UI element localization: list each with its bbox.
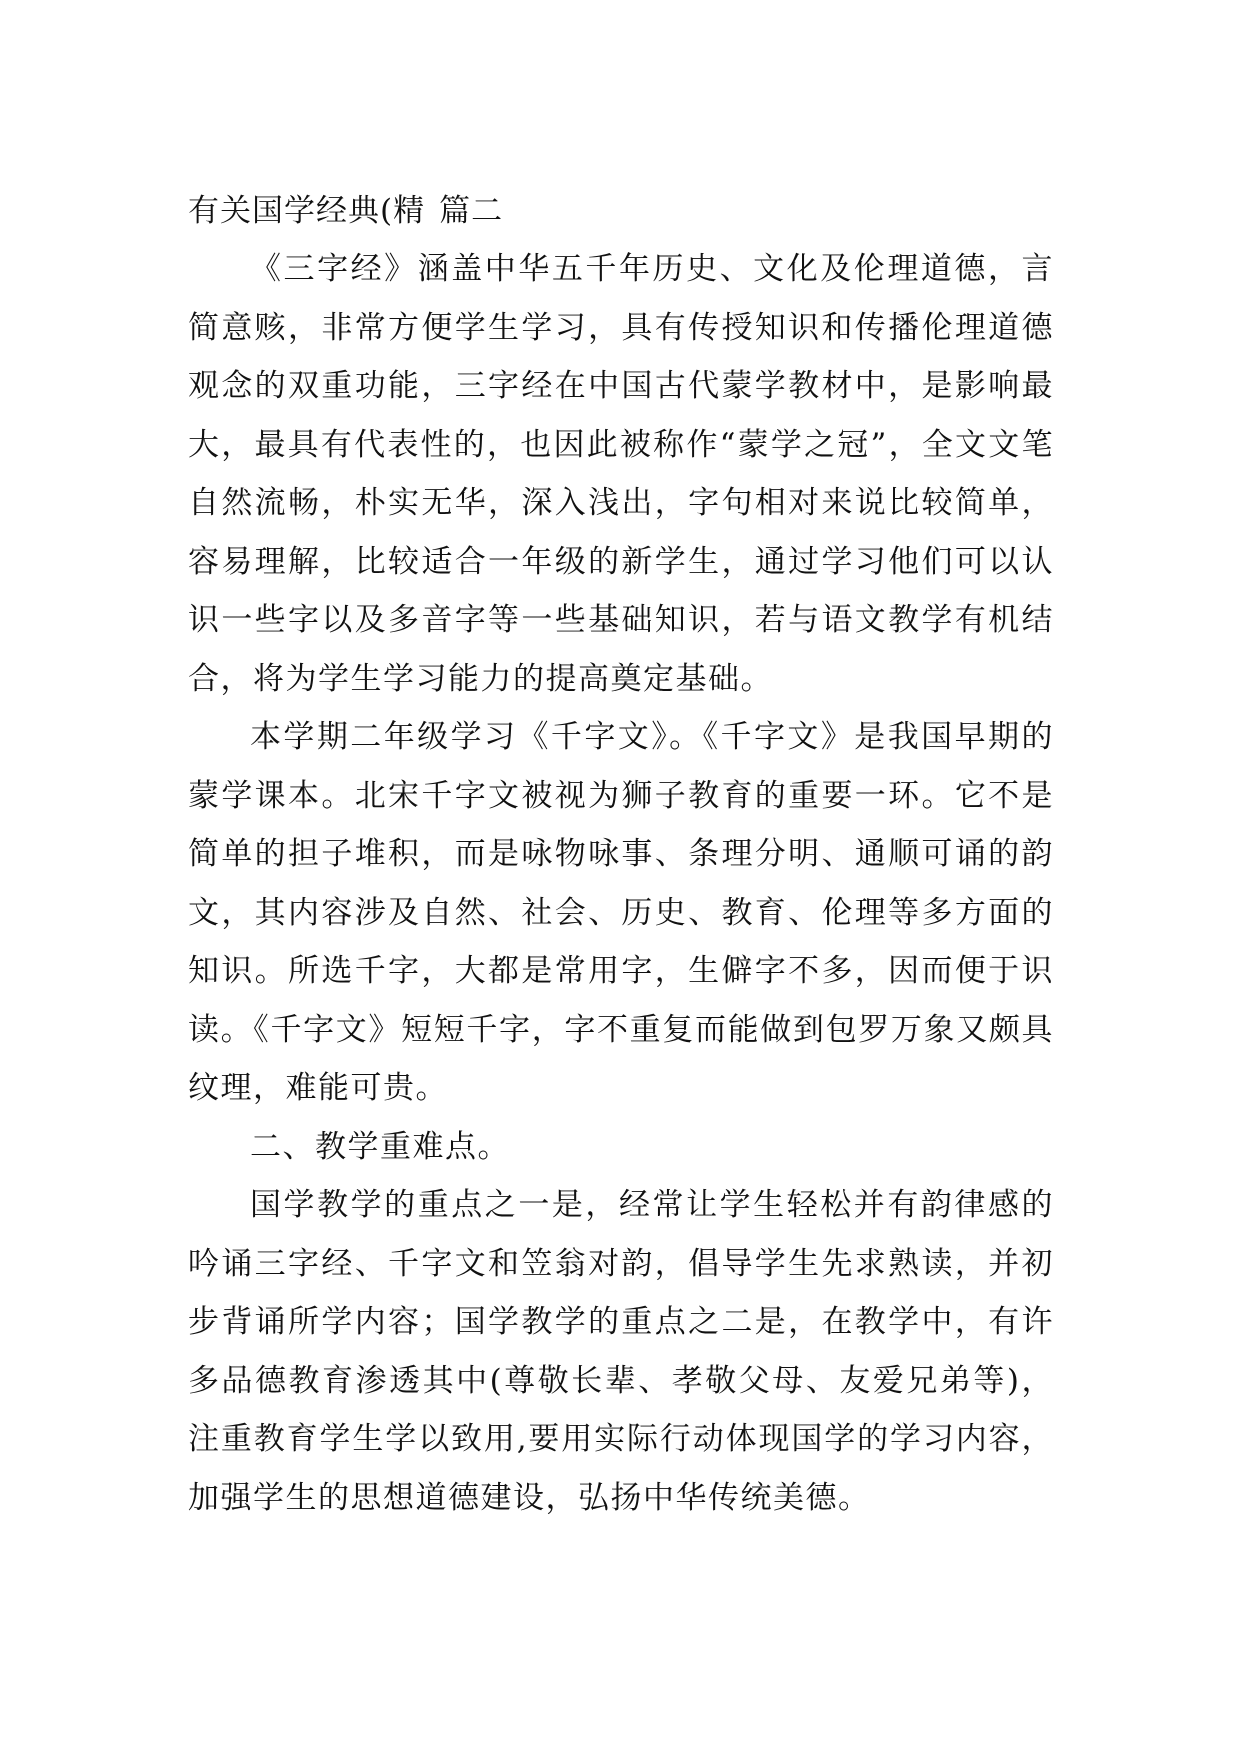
section-heading-key-points: 二、教学重难点。 xyxy=(250,1128,510,1165)
document-title xyxy=(188,182,1054,240)
paragraph-sanzijing: 《三字经》涵盖中华五千年历史、文化及伦理道德，言简意赅，非常方便学生学习，具有传授知识和传播伦理道德观念的双重功能，三字经在中国古代蒙学教材中，是影响最大，最具有代表性的，也因此被称作“蒙学之冠”，全文文笔自然流畅，朴实无华，深入浅出，字句相对来说比较简单，容易理解，比较适合一年级的新学生，通过学习他们可以认识一些字以及多音字等一些基础知识，若与语文教学有机结合，将为学生学习能力的提高奠定基础。 xyxy=(188,251,1054,697)
paragraph-qianziwen: 本学期二年级学习《千字文》。《千字文》是我国早期的蒙学课本。北宋千字文被视为狮子教育的重要一环。它不是简单的担子堆积，而是咏物咏事、条理分明、通顺可诵的韵文，其内容涉及自然、社会、历史、教育、伦理等多方面的知识。所选千字，大都是常用字，生僻字不多，因而便于识读。《千字文》短短千字，字不重复而能做到包罗万象又颇具纹理，难能可贵。 xyxy=(188,719,1054,1106)
title-section: 篇二 xyxy=(439,193,504,229)
title-main: 有关国学经典(精 xyxy=(188,193,426,229)
document-body xyxy=(188,182,1054,1527)
paragraph-key-points: 国学教学的重点之一是，经常让学生轻松并有韵律感的吟诵三字经、千字文和笠翁对韵，倡导学生先求熟读，并初步背诵所学内容；国学教学的重点之二是，在教学中，有许多品德教育渗透其中(尊敬长辈、孝敬父母、友爱兄弟等)，注重教育学生学以致用,要用实际行动体现国学的学习内容，加强学生的思想道德建设，弘扬中华传统美德。 xyxy=(188,1187,1054,1516)
